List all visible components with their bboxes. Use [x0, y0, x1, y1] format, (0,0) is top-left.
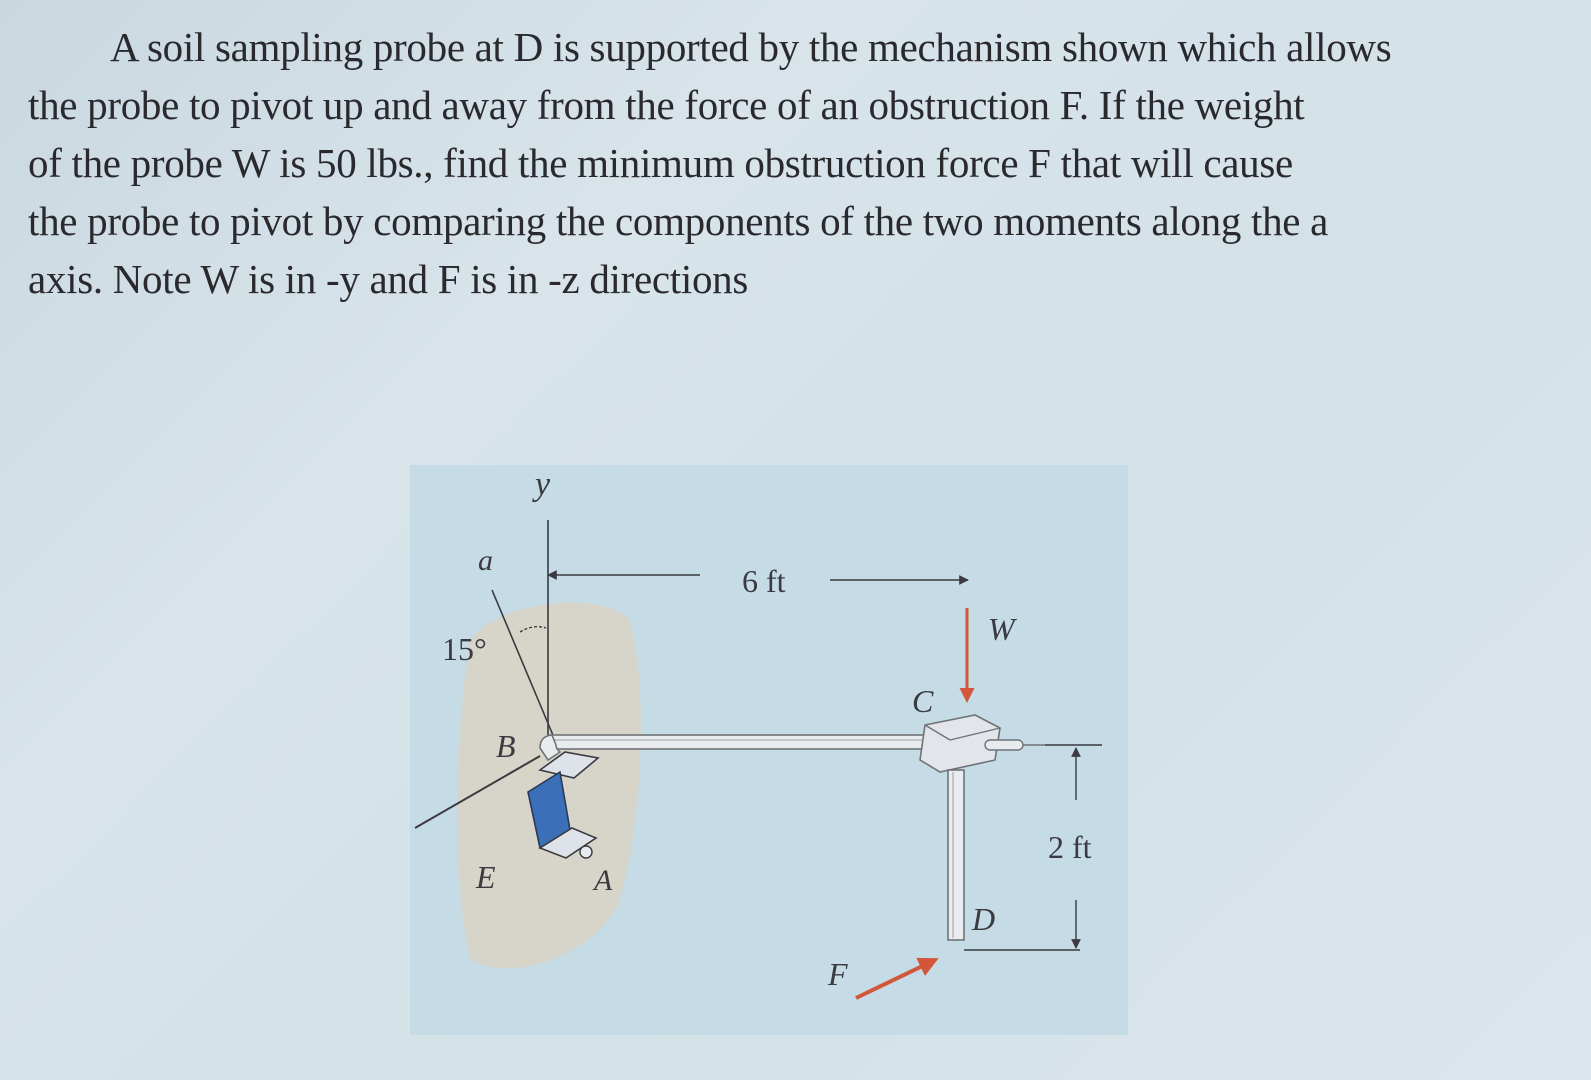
label-angle: 15° — [442, 631, 487, 667]
label-a-point: A — [594, 864, 613, 897]
bracket-hole — [580, 846, 592, 858]
force-arrow — [856, 960, 935, 998]
sleeve-pin — [985, 740, 1023, 750]
problem-line-4: the probe to pivot by comparing the components of the two moments along the a — [28, 198, 1329, 244]
horizontal-bar — [550, 735, 940, 749]
problem-line-1: A soil sampling probe at D is supported by the mechanism shown which allows — [110, 24, 1392, 70]
label-f: F — [828, 956, 848, 992]
label-d: D — [972, 901, 996, 937]
label-6ft: 6 ft — [742, 563, 786, 599]
label-2ft: 2 ft — [1048, 829, 1092, 865]
problem-line-2: the probe to pivot up and away from the force of an obstruction F. If the weight — [28, 82, 1305, 128]
vertical-probe — [948, 770, 964, 940]
label-b: B — [496, 728, 516, 764]
problem-line-3: of the probe W is 50 lbs., find the minimum obstruction force F that will cause — [28, 140, 1293, 186]
label-e: E — [476, 859, 496, 895]
label-c: C — [912, 683, 934, 719]
label-a: a — [478, 544, 493, 577]
label-w: W — [988, 611, 1015, 647]
problem-line-5: axis. Note W is in -y and F is in -z directions — [28, 256, 749, 302]
label-y: y — [535, 466, 551, 503]
